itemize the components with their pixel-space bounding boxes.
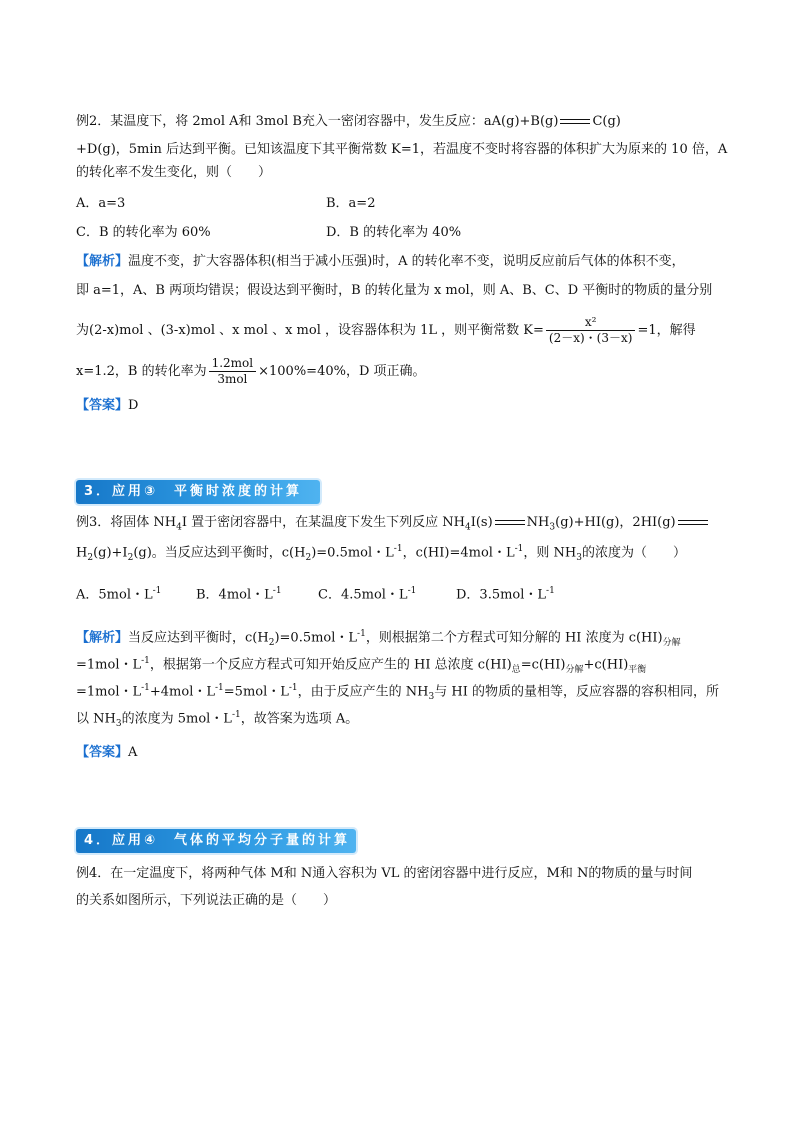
ex3-text: ，则 NH [523, 545, 577, 561]
subscript: 3 [549, 522, 556, 533]
conv-numerator: 1.2mol [209, 356, 257, 372]
ex3-text: I(s) [470, 515, 493, 530]
analysis-text: 当反应达到平衡时，c(H [128, 630, 269, 646]
analysis-text: =c(HI) [520, 657, 566, 673]
subscript: 分解 [565, 664, 584, 675]
analysis-text: ，故答案为选项 A。 [240, 711, 359, 727]
subscript: 4 [464, 522, 471, 533]
answer-tag: 【答案】 [76, 745, 129, 760]
ex2-analysis-4 [76, 356, 730, 387]
subscript: 总 [511, 664, 521, 675]
ex2-option-c: C．B 的转化率为 60% [76, 225, 211, 240]
ex3-text: )=0.5mol・L [311, 545, 394, 561]
ex2-line-1 [76, 112, 730, 132]
superscript: -1 [215, 683, 224, 693]
subscript: 平衡 [628, 664, 647, 675]
ex2-line-2: +D(g)，5min 后达到平衡。已知该温度下其平衡常数 K=1，若温度不变时将容器的体积扩大为原来的 10 倍，A [76, 142, 728, 157]
superscript: -1 [357, 629, 366, 639]
superscript: -1 [141, 656, 150, 666]
superscript: -1 [393, 544, 403, 554]
ex3-analysis-2 [76, 651, 730, 680]
ex3-analysis-1 [76, 624, 730, 653]
ex3-text: NH [526, 515, 550, 530]
analysis-text: ，根据第一个反应方程式可知开始反应产生的 HI 总浓度 c(HI) [149, 657, 512, 673]
superscript: -1 [231, 710, 241, 720]
analysis-text: ×100%=40%，D 项正确。 [258, 364, 426, 379]
ex2-option-b: B．a=2 [326, 196, 376, 211]
subscript: 2 [305, 552, 312, 563]
ex3-option-d [456, 581, 555, 605]
ex3-answer [76, 743, 730, 763]
analysis-text: +4mol・L [149, 684, 215, 700]
subscript: 分解 [662, 637, 681, 648]
analysis-tag: 【解析】 [76, 254, 129, 269]
subscript: 2 [87, 552, 94, 563]
superscript: -1 [141, 683, 150, 693]
option-text: B．4mol・L [196, 587, 273, 603]
subscript: 4 [176, 522, 182, 533]
ex3-analysis-4 [76, 705, 730, 734]
analysis-text: =5mol・L [223, 684, 289, 700]
ex4-line-1: 例4．在一定温度下，将两种气体 M和 N通入容积为 VL 的密闭容器中进行反应，M和 N的物质的量与时间 [76, 866, 693, 881]
ex2-analysis-2: 即 a=1，A、B 两项均错误；假设达到平衡时，B 的转化量为 x mol，则 A、B、C、D 平衡时的物质的量分别 [76, 283, 713, 298]
analysis-text: =1mol・L [76, 684, 142, 700]
superscript: -1 [152, 586, 162, 596]
section-banner-4: 4．应用④ 气体的平均分子量的计算 [76, 829, 356, 853]
subscript: 2 [268, 637, 275, 648]
equilibrium-arrow-icon [560, 117, 590, 126]
ex2-answer [76, 396, 730, 416]
ex2-option-a: A．a=3 [76, 196, 126, 211]
analysis-text: +c(HI) [583, 657, 629, 673]
ex2-option-d: D．B 的转化率为 40% [326, 225, 462, 240]
analysis-text: ，由于反应产生的 NH [297, 684, 429, 700]
conversion-fraction [209, 356, 257, 387]
subscript: 3 [428, 691, 435, 702]
option-text: A．5mol・L [76, 587, 153, 603]
ex3-text: (g)+I [93, 545, 128, 561]
analysis-text: =1mol・L [76, 657, 142, 673]
ex2-analysis-1 [76, 252, 730, 272]
ex3-line-2 [76, 539, 730, 568]
analysis-text: ，则根据第二个方程式可知分解的 HI 浓度为 c(HI) [365, 630, 663, 646]
option-text: D．3.5mol・L [456, 587, 547, 603]
conv-denominator: 3mol [217, 372, 248, 386]
ex2-line-3: 的转化率不发生变化，则（ ） [76, 165, 272, 180]
k-denominator: (2－x)・(3－x) [548, 331, 633, 345]
analysis-text: 的浓度为 5mol・L [121, 711, 232, 727]
ex3-option-b [196, 581, 282, 605]
subscript: 3 [115, 718, 122, 729]
analysis-text: =1，解得 [637, 323, 696, 338]
k-fraction [546, 315, 636, 346]
answer-value: D [128, 398, 139, 413]
analysis-text: 温度不变，扩大容器体积(相当于减小压强)时，A 的转化率不变，说明反应前后气体的体积不变， [128, 254, 685, 269]
analysis-tag: 【解析】 [76, 630, 129, 646]
ex3-text: I 置于密闭容器中，在某温度下发生下列反应 NH [181, 515, 465, 530]
section-banner-3: 3．应用③ 平衡时浓度的计算 [76, 480, 320, 504]
superscript: -1 [288, 683, 298, 693]
option-text: C．4.5mol・L [318, 587, 408, 603]
ex3-analysis-3 [76, 678, 730, 707]
subscript: 2 [127, 552, 134, 563]
ex2-text: C(g) [592, 114, 621, 129]
superscript: -1 [546, 586, 555, 596]
analysis-text: x=1.2，B 的转化率为 [76, 364, 207, 379]
ex3-text: (g)+HI(g)，2HI(g) [555, 515, 676, 530]
superscript: -1 [514, 544, 524, 554]
analysis-text: 为(2-x)mol 、(3-x)mol 、x mol 、x mol ，设容器体积为 1L ，则平衡常数 K= [76, 323, 544, 338]
k-numerator: x² [546, 315, 636, 331]
ex3-text: H [76, 545, 88, 561]
ex3-text: (g)。当反应达到平衡时，c(H [133, 545, 306, 561]
equilibrium-arrow-icon [678, 518, 708, 527]
analysis-text: 以 NH [76, 711, 116, 727]
ex3-option-a [76, 581, 161, 605]
ex2-text: 例2．某温度下，将 2mol A和 3mol B充入一密闭容器中，发生反应：aA(g)+B(g) [76, 114, 559, 129]
superscript: -1 [407, 586, 417, 596]
answer-tag: 【答案】 [76, 398, 129, 413]
ex4-line-2: 的关系如图所示，下列说法正确的是（ ） [76, 893, 337, 908]
equilibrium-arrow-icon [495, 518, 525, 527]
superscript: -1 [272, 586, 282, 596]
ex2-analysis-3 [76, 315, 730, 346]
ex3-option-c [318, 581, 416, 605]
analysis-text: )=0.5mol・L [274, 630, 358, 646]
ex3-text: ，c(HI)=4mol・L [402, 545, 515, 561]
ex3-text: 例3．将固体 NH [76, 515, 177, 530]
subscript: 3 [576, 552, 582, 563]
answer-value: A [128, 745, 138, 760]
ex3-line-1 [76, 513, 730, 538]
ex3-text: 的浓度为（ ） [581, 545, 686, 561]
analysis-text: 与 HI 的物质的量相等，反应容器的容积相同，所 [434, 684, 720, 700]
